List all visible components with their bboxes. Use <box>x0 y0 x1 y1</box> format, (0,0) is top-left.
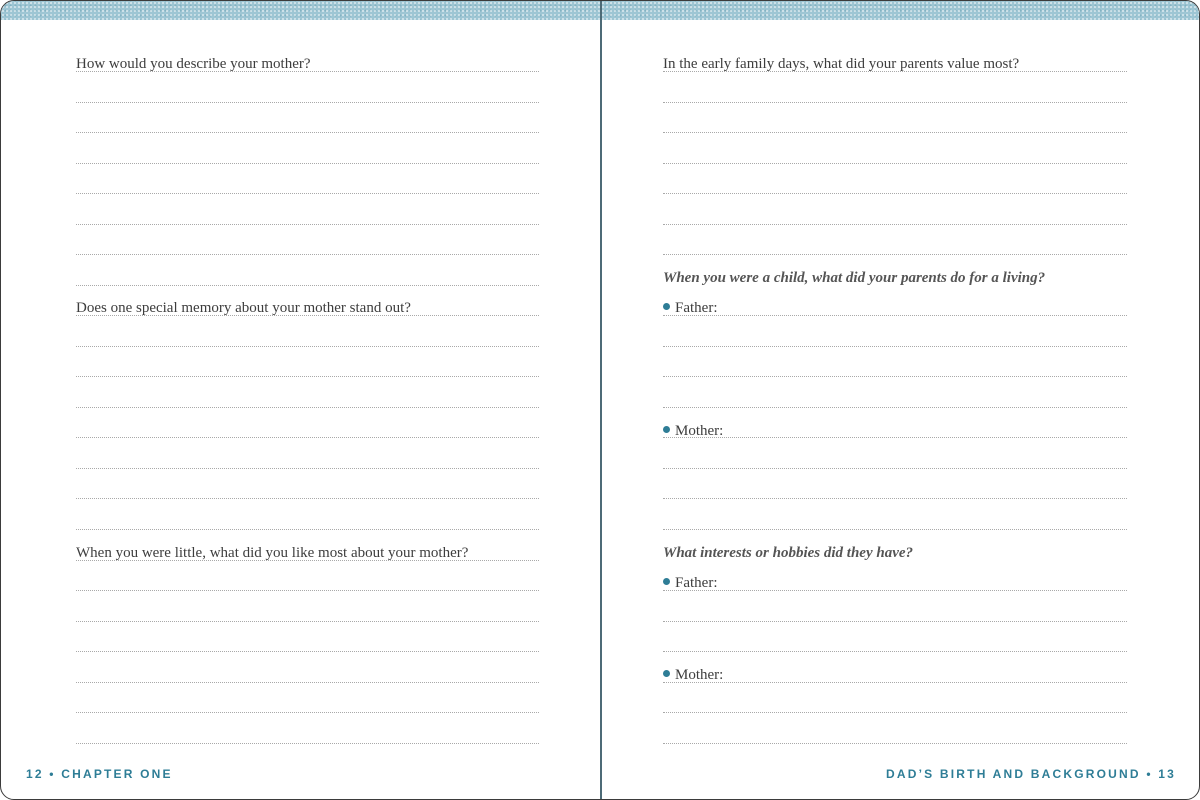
writing-line[interactable] <box>76 132 539 133</box>
writing-line[interactable] <box>76 743 539 744</box>
page-gutter <box>600 1 602 799</box>
question-special-memory: Does one special memory about your mother stand out? <box>76 300 411 316</box>
writing-line[interactable] <box>663 376 1127 377</box>
writing-line[interactable] <box>76 193 539 194</box>
writing-line[interactable] <box>663 346 1127 347</box>
mother-label: Mother: <box>675 667 724 683</box>
writing-line[interactable] <box>76 498 539 499</box>
writing-line[interactable] <box>663 71 1127 72</box>
writing-line[interactable] <box>663 743 1127 744</box>
question-liked-most: When you were little, what did you like most about your mother? <box>76 545 469 561</box>
writing-line[interactable] <box>76 407 539 408</box>
writing-line[interactable] <box>663 590 1127 591</box>
writing-line[interactable] <box>76 621 539 622</box>
writing-line[interactable] <box>76 529 539 530</box>
bullet-dot <box>663 578 670 585</box>
bullet-dot <box>663 303 670 310</box>
writing-line[interactable] <box>76 315 539 316</box>
question-hobbies: What interests or hobbies did they have? <box>663 545 914 561</box>
writing-line[interactable] <box>76 590 539 591</box>
writing-line[interactable] <box>663 712 1127 713</box>
writing-line[interactable] <box>76 712 539 713</box>
writing-line[interactable] <box>663 193 1127 194</box>
writing-line[interactable] <box>76 71 539 72</box>
writing-line[interactable] <box>663 468 1127 469</box>
question-parents-values: In the early family days, what did your parents value most? <box>663 56 1020 72</box>
writing-line[interactable] <box>663 315 1127 316</box>
writing-line[interactable] <box>663 407 1127 408</box>
mother-label: Mother: <box>675 423 724 439</box>
writing-line[interactable] <box>76 376 539 377</box>
right-page-footer: DAD’S BIRTH AND BACKGROUND • 13 <box>886 767 1176 781</box>
writing-line[interactable] <box>76 285 539 286</box>
bullet-dot <box>663 426 670 433</box>
writing-line[interactable] <box>663 132 1127 133</box>
writing-line[interactable] <box>663 254 1127 255</box>
writing-line[interactable] <box>76 437 539 438</box>
writing-line[interactable] <box>663 102 1127 103</box>
writing-line[interactable] <box>663 224 1127 225</box>
writing-line[interactable] <box>76 560 539 561</box>
question-parents-living: When you were a child, what did your parents do for a living? <box>663 270 1046 286</box>
writing-line[interactable] <box>76 346 539 347</box>
writing-line[interactable] <box>663 498 1127 499</box>
father-label: Father: <box>675 575 718 591</box>
bullet-dot <box>663 670 670 677</box>
writing-line[interactable] <box>76 682 539 683</box>
writing-line[interactable] <box>663 529 1127 530</box>
writing-line[interactable] <box>76 651 539 652</box>
left-page-footer: 12 • CHAPTER ONE <box>26 767 173 781</box>
writing-line[interactable] <box>76 102 539 103</box>
writing-line[interactable] <box>76 254 539 255</box>
writing-line[interactable] <box>663 437 1127 438</box>
left-page <box>76 1 539 799</box>
writing-line[interactable] <box>663 651 1127 652</box>
right-page <box>663 1 1127 799</box>
writing-line[interactable] <box>663 163 1127 164</box>
writing-line[interactable] <box>663 621 1127 622</box>
writing-line[interactable] <box>663 682 1127 683</box>
writing-line[interactable] <box>76 468 539 469</box>
father-label: Father: <box>675 300 718 316</box>
question-describe-mother: How would you describe your mother? <box>76 56 311 72</box>
writing-line[interactable] <box>76 224 539 225</box>
writing-line[interactable] <box>76 163 539 164</box>
